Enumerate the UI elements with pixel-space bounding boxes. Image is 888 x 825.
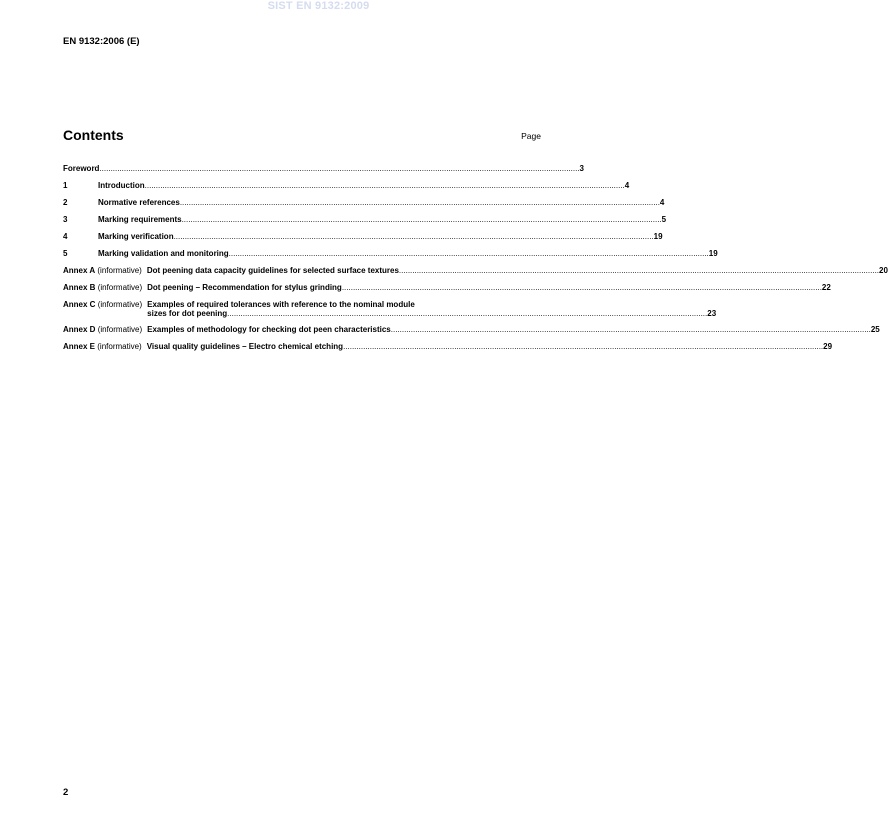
toc-entry-title: Examples of methodology for checking dot peen characteristics <box>147 325 391 334</box>
annex-label: Annex C (informative) <box>63 300 143 309</box>
toc-entry-page: 22 <box>821 283 831 292</box>
toc-entry-title: Normative references <box>98 198 180 207</box>
dot-leader <box>174 232 654 241</box>
toc-entry-page: 23 <box>707 309 717 318</box>
toc-entry-clause-3[interactable] <box>63 215 667 232</box>
toc-entry-foreword[interactable] <box>63 164 584 181</box>
toc-entry-annex-d[interactable] <box>63 325 880 342</box>
annex-label: Annex D (informative) <box>63 325 143 334</box>
toc-entry-clause-1[interactable] <box>63 181 630 198</box>
page-number: 2 <box>63 787 69 798</box>
toc-entry-number: 3 <box>63 215 68 224</box>
dot-leader <box>229 249 709 258</box>
toc-entry-page: 3 <box>579 164 584 173</box>
dot-leader <box>399 266 879 275</box>
toc-entry-page: 4 <box>659 198 665 207</box>
annex-label: Annex E (informative) <box>63 342 142 351</box>
annex-label: Annex B (informative) <box>63 283 143 292</box>
toc-entry-title: Examples of required tolerances with reference to the nominal module <box>147 300 415 309</box>
toc-entry-clause-5[interactable] <box>63 249 718 266</box>
toc-entry-title: Visual quality guidelines – Electro chemical etching <box>146 342 344 351</box>
toc-entry-page: 29 <box>823 342 833 351</box>
page-column-label: Page <box>521 131 541 141</box>
toc-entry-number: 1 <box>63 181 68 190</box>
dot-leader <box>343 342 823 351</box>
dot-leader <box>227 309 707 318</box>
toc-entry-title: Marking requirements <box>98 215 182 224</box>
document-id: EN 9132:2006 (E) <box>63 36 140 47</box>
toc-entry-title: Dot peening – Recommendation for stylus grinding <box>147 283 342 292</box>
toc-entry-title-continued: sizes for dot peening <box>147 309 228 318</box>
toc-entry-page: 5 <box>661 215 667 224</box>
annex-label: Annex A (informative) <box>63 266 142 275</box>
toc-entry-title: Marking validation and monitoring <box>98 249 229 258</box>
dot-leader <box>180 198 660 207</box>
toc-entry-page: 4 <box>624 181 630 190</box>
dot-leader <box>182 215 662 224</box>
toc-entry-title: Marking verification <box>98 232 174 241</box>
dot-leader <box>145 181 625 190</box>
toc-entry-title-block <box>147 300 716 318</box>
toc-entry-title: Dot peening data capacity guidelines for selected surface textures <box>146 266 399 275</box>
contents-title: Contents <box>63 127 124 143</box>
toc-entry-title: Foreword <box>63 164 100 173</box>
toc-entry-annex-b[interactable] <box>63 283 831 300</box>
toc-entry-second-line <box>147 309 716 318</box>
toc-entry-annex-e[interactable] <box>63 342 833 359</box>
toc-entry-clause-4[interactable] <box>63 232 663 249</box>
toc-entry-clause-2[interactable] <box>63 198 665 215</box>
watermark: SIST EN 9132:2009 <box>267 0 370 12</box>
toc-entry-number: 5 <box>63 249 68 258</box>
toc-entry-annex-a[interactable] <box>63 266 888 283</box>
toc-entry-annex-c[interactable] <box>63 300 717 325</box>
toc-entry-page: 19 <box>653 232 663 241</box>
toc-entry-page: 25 <box>870 325 880 334</box>
toc-entry-title: Introduction <box>98 181 145 190</box>
toc-entry-page: 19 <box>708 249 718 258</box>
toc-entry-number: 2 <box>63 198 68 207</box>
table-of-contents <box>63 164 888 359</box>
dot-leader <box>391 325 871 334</box>
dot-leader <box>99 164 579 173</box>
toc-entry-number: 4 <box>63 232 68 241</box>
toc-entry-page: 20 <box>879 266 888 275</box>
dot-leader <box>342 283 822 292</box>
